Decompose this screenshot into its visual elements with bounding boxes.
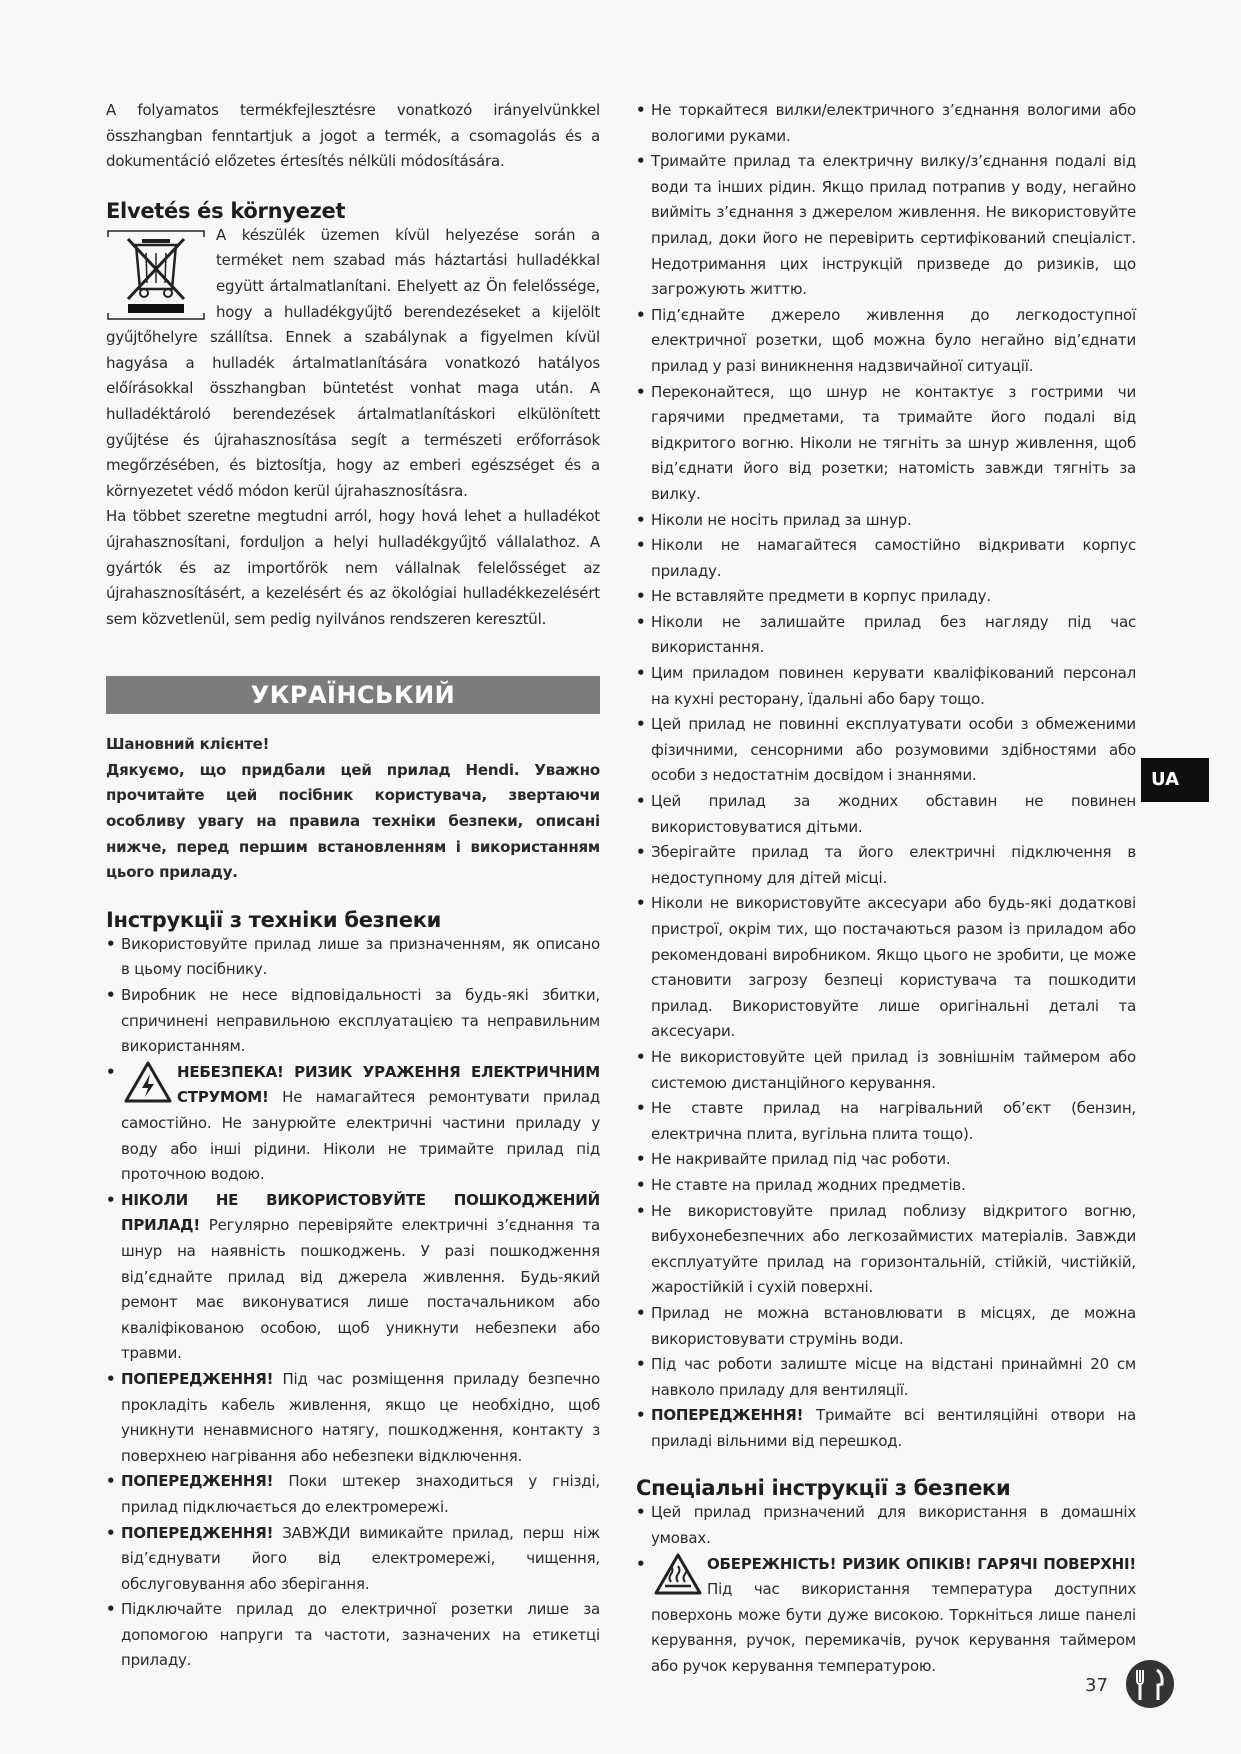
list-item: • Не накривайте прилад під час роботи. xyxy=(636,1147,1136,1173)
list-item: • Не ставте на прилад жодних предметів. xyxy=(636,1173,1136,1199)
list-item: • Прилад не можна встановлювати в місцях, де можна використовувати струмінь води. xyxy=(636,1301,1136,1352)
list-item: • Підключайте прилад до електричної розетки лише за допомогою напруги та частоти, зазначених на етикетці приладу. xyxy=(106,1597,600,1674)
hot-surface-warning-icon xyxy=(653,1552,703,1596)
list-item: • ПОПЕРЕДЖЕННЯ! Тримайте всі вентиляційні отвори на приладі вільними від перешкод. xyxy=(636,1403,1136,1454)
language-tab-ua: UA xyxy=(1141,758,1209,802)
list-item: • Ніколи не носіть прилад за шнур. xyxy=(636,508,1136,534)
list-item: • Ніколи не використовуйте аксесуари або будь-які додаткові пристрої, окрім тих, що постачаються разом із приладом або рекомендовані виробником. Якщо цього не зробити, це може становити загрозу безпеці користувача та пошкодити прилад. Використовуйте лише оригінальні деталі та аксесуари. xyxy=(636,891,1136,1045)
hu-env-title: Elvetés és környezet xyxy=(106,198,346,223)
list-item: • Ніколи не залишайте прилад без нагляду під час використання. xyxy=(636,610,1136,661)
ua-greeting: Шановний клієнте! xyxy=(106,735,270,754)
list-item: • НЕБЕЗПЕКА! РИЗИК УРАЖЕННЯ ЕЛЕКТРИЧНИМ СТРУМОМ! Не намагайтеся ремонтувати прилад самостійно. Не занурюйте електричні частини приладу у воду або інші рідини. Ніколи не тримайте прилад під проточною водою. xyxy=(106,1060,600,1188)
hu-env-text1: A készülék üzemen kívül helyezése során a terméket nem szabad más háztartási hulladékkal együtt ártalmatlanítani. Ehelyett az Ön felelőssége, hogy a hulladékgyűjtő berendezéseket a kijelölt gyűjtőhelyre szállítsa. Ennek a szabálynak a figyelmen kívül hagyása a hulladék ártalmatlanítására vonatkozó hatályos előírásokkal összhangban büntetést vonhat maga után. A hulladéktároló berendezések ártalmatlanításkori elkülönített gyűjtése és újrahasznosítása segít a természeti erőforrások megőrzésében, és biztosítja, hogy az emberi egészséget és a környezetet védő módon kerül újrahasznosításra. xyxy=(106,225,600,500)
list-item: • Під час роботи залиште місце на відстані принаймні 20 см навколо приладу для вентиляції. xyxy=(636,1352,1136,1403)
ua-safety-list-left xyxy=(106,932,600,1674)
ua-safety-title: Інструкції з техніки безпеки xyxy=(106,907,442,932)
page-number: 37 xyxy=(1085,1675,1108,1696)
hu-intro: A folyamatos termékfejlesztésre vonatkozó irányelvünkkel összhangban fenntartjuk a jogot a termék, a csomagolás és a dokumentáció előzetes értesítés nélküli módosítására. xyxy=(106,101,600,171)
list-item: • Ніколи не намагайтеся самостійно відкривати корпус приладу. xyxy=(636,533,1136,584)
list-item: • ПОПЕРЕДЖЕННЯ! Поки штекер знаходиться у гнізді, прилад підключається до електромережі. xyxy=(106,1469,600,1520)
list-item: • Використовуйте прилад лише за призначенням, як описано в цьому посібнику. xyxy=(106,932,600,983)
list-item: • Не ставте прилад на нагрівальний об’єкт (бензин, електрична плита, вугільна плита тощо). xyxy=(636,1096,1136,1147)
weee-bin-icon xyxy=(106,229,206,321)
list-item: • НІКОЛИ НЕ ВИКОРИСТОВУЙТЕ ПОШКОДЖЕНИЙ ПРИЛАД! Регулярно перевіряйте електричні з’єднання та шнур на наявність пошкоджень. У разі пошкодження від’єднайте прилад від джерела живлення. Будь-який ремонт має виконуватися лише постачальником або кваліфікованою особою, щоб уникнути небезпеки або травми. xyxy=(106,1188,600,1367)
ua-safety-list-right xyxy=(636,98,1136,1454)
list-item: • Не використовуйте прилад поблизу відкритого вогню, вибухонебезпечних або легкозаймистих матеріалів. Завжди експлуатуйте прилад на горизонтальній, стійкій, чистійкій, жаростійкій і сухій поверхні. xyxy=(636,1199,1136,1301)
list-item: • ПОПЕРЕДЖЕННЯ! ЗАВЖДИ вимикайте прилад, перш ніж від’єднувати його від електромережі, чищення, обслуговування або зберігання. xyxy=(106,1521,600,1598)
left-column xyxy=(106,98,600,1674)
right-column xyxy=(636,98,1136,1680)
list-item: • Тримайте прилад та електричну вилку/з’єднання подалі від води та інших рідин. Якщо прилад потрапив у воду, негайно вийміть з’єднання з джерелом живлення. Не використовуйте прилад, доки його не перевірить сертифікований спеціаліст. Недотримання цих інструкцій призведе до ризиків, що загрожують життю. xyxy=(636,149,1136,303)
list-item: • Зберігайте прилад та його електричні підключення в недоступному для дітей місці. xyxy=(636,840,1136,891)
list-item: • Цим приладом повинен керувати кваліфікований персонал на кухні ресторану, їдальні або бару тощо. xyxy=(636,661,1136,712)
list-item: • ОБЕРЕЖНІСТЬ! РИЗИК ОПІКІВ! ГАРЯЧІ ПОВЕРХНІ! Під час використання температура доступних поверхонь може бути дуже високою. Торкніться лише панелі керування, ручок, перемикачів, ручок керування таймером або ручок керування температурою. xyxy=(636,1552,1136,1680)
list-item: • Під’єднайте джерело живлення до легкодоступної електричної розетки, щоб можна було негайно від’єднати прилад у разі виникнення надзвичайної ситуації. xyxy=(636,303,1136,380)
ua-special-title: Спеціальні інструкції з безпеки xyxy=(636,1476,1011,1501)
list-item: • Цей прилад призначений для використання в домашніх умовах. xyxy=(636,1500,1136,1551)
list-item: • Цей прилад не повинні експлуатувати особи з обмеженими фізичними, сенсорними або розумовими здібностями або особи з недостатнім досвідом і знаннями. xyxy=(636,712,1136,789)
list-item: • Виробник не несе відповідальності за будь-які збитки, спричинені неправильною експлуатацією та неправильним використанням. xyxy=(106,983,600,1060)
list-item: • Переконайтеся, що шнур не контактує з гострими чи гарячими предметами, та тримайте його подалі від відкритого вогню. Ніколи не тягніть за шнур живлення, щоб від’єднати його від розетки; натомість завжди тягніть за вилку. xyxy=(636,380,1136,508)
ua-thanks: Дякуємо, що придбали цей прилад Hendi. Уважно прочитайте цей посібник користувача, звертаючи особливу увагу на правила техніки безпеки, описані нижче, перед першим встановленням і використанням цього приладу. xyxy=(106,760,600,882)
list-item: • Цей прилад за жодних обставин не повинен використовуватися дітьми. xyxy=(636,789,1136,840)
ua-special-list xyxy=(636,1500,1136,1679)
list-item: • Не використовуйте цей прилад із зовнішнім таймером або системою дистанційного керування. xyxy=(636,1045,1136,1096)
electric-warning-icon xyxy=(123,1060,173,1104)
list-item: • ПОПЕРЕДЖЕННЯ! Під час розміщення приладу безпечно прокладіть кабель живлення, якщо це необхідно, щоб уникнути ненавмисного натягу, пошкодження, контакту з поверхнею нагрівання або небезпеки відключення. xyxy=(106,1367,600,1469)
hu-env-block xyxy=(106,223,600,505)
list-item: • Не торкайтеся вилки/електричного з’єднання вологими або вологими руками. xyxy=(636,98,1136,149)
hu-env-text2: Ha többet szeretne megtudni arról, hogy hová lehet a hulladékot újrahasznosítani, forduljon a helyi hulladékgyűjtő vállalathoz. A gyártók és az importőrök nem vállalnak felelősséget az újrahasznosításért, a kezelésért és az ökológiai hulladékkezelésért sem közvetlenül, sem pedig nyilvános rendszeren keresztül. xyxy=(106,507,600,628)
list-item: • Не вставляйте предмети в корпус приладу. xyxy=(636,584,1136,610)
ua-banner: УКРАЇНСЬКИЙ xyxy=(106,676,600,714)
cutlery-logo-icon xyxy=(1124,1658,1176,1710)
